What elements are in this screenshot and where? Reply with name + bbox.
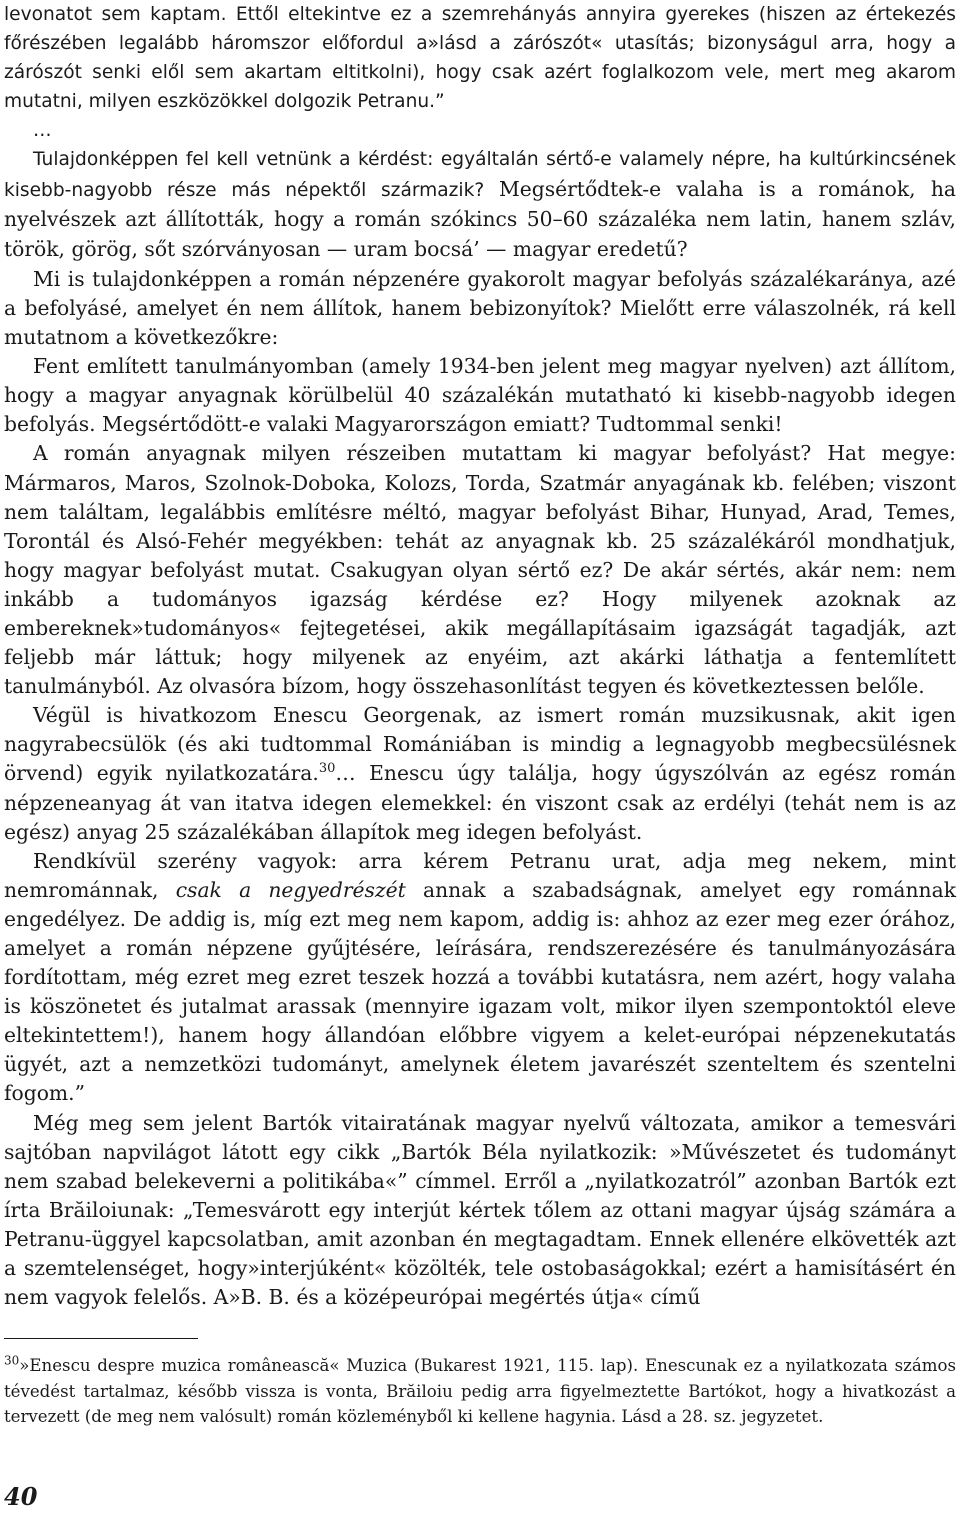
paragraph-5-text-b: … Enescu úgy találja, hogy úgyszólván az egész román népzeneanyag át van itatva idegen elemekkel: én viszont csak az erdélyi (tehát nem is az egész) anyag 25 százalékában állapítok meg idegen befolyást. [4,761,956,844]
footnote-text: »Enescu despre muzica românească« Muzica (Bukarest 1921, 115. lap). Enescunak ez a nyilatkozata számos tévedést tartalmaz, később vissza is vonta, Brăiloiu pedig arra figyelmeztette Bartókot, hogy a hivatkozást a tervezett (de meg nem valósult) román közleményből ki kellene hagynia. Lásd a 28. sz. jegyzetet. [4,1356,956,1427]
paragraph-5 [4,701,956,846]
quote-ellipsis: … [33,120,52,142]
paragraph-6-emphasis: csak a negyedrészét [175,877,406,902]
quote-paragraph-question [4,145,956,264]
footnote-30 [4,1353,956,1430]
paragraph-6-text-b: annak a szabadságnak, amelyet egy románnak engedélyez. De addig is, míg ezt meg nem kapom, addig is: ahhoz az ezer meg ezer órához, amelyet a román népzene gyűjtésére, leírására, rendszerezésére és tanulmányozására fordítottam, még ezret meg ezret teszek hozzá a további kutatásra, nem azért, hogy valaha is köszönetet és jutalmat arassak (mennyire igazam volt, mikor ilyen szempontoktól eleve eltekintettem!), hanem hogy állandóan előbbre vigyem a kelet-európai népzenekutatás ügyét, azt a nemzetközi tudományt, amelynek életem javarészét szenteltem és szentelni fogom.” [4,877,956,1106]
footnote-divider [4,1338,198,1339]
paragraph-5-text-a: Végül is hivatkozom Enescu Georgenak, az ismert román muzsikusnak, akit igen nagyrabecsülök (és aki tudtommal Romániában is mindig a legnagyobb megbecsülésnek örvend) egyik nyilatkozatára. [4,703,956,786]
paragraph-1-tail: Megsértődtek-e valaha is a románok, ha nyelvészek azt állították, hogy a román szókincs 50–60 százaléka nem latin, hanem szláv, török, görög, sőt szórványosan — uram bocsá’ — magyar eredetű? [4,176,956,261]
paragraph-6-text-a: Rendkívül szerény vagyok: arra kérem Petranu urat, adja meg nekem, mint nemrománnak, [4,848,956,902]
paragraph-2: Mi is tulajdonképpen a román népzenére gyakorolt magyar befolyás százalékaránya, azé a befolyásé, amelyet én nem állítok, hanem bebizonyítok? Mielőtt erre válaszolnék, rá kell mutatnom a következőkre: [4,266,956,350]
paragraph-6 [4,847,956,1109]
quoted-passage [4,0,956,265]
main-text [4,0,956,1312]
footnote-reference-30[interactable]: 30 [318,761,336,777]
paragraph-4: A román anyagnak milyen részeiben mutattam ki magyar befolyást? Hat megye: Mármaros, Maros, Szolnok-Doboka, Kolozs, Torda, Szatmár anyagának kb. felében; viszont nem találtam, legalábbis említésre méltó, magyar befolyást Bihar, Hunyad, Arad, Temes, Torontál és Alsó-Fehér megyékben: tehát az anyagnak kb. 25 százalékáról mondhatjuk, hogy magyar befolyást mutat. Csakugyan olyan sértő ez? De akár sértés, akár nem: nem inkább a tudományos igazság kérdése ez? Hogy milyenek azoknak az embereknek»tudományos« fejtegetései, akik megállapításaim igazságát tagadják, azt feljebb már láttuk; hogy milyenek az enyéim, azt akárki láthatja a fentemlített tanulmányból. Az olvasóra bízom, hogy összehasonlítást tegyen és következtessen belőle. [4,441,956,699]
quote-question-text: Tulajdonképpen fel kell vetnünk a kérdést: egyáltalán sértő-e valamely népre, ha kultúrkincsének kisebb-nagyobb része más népektől származik? [4,149,956,201]
quote-paragraph-continued: levonatot sem kaptam. Ettől eltekintve ez a szemrehányás annyira gyerekes (hiszen az értekezés főrészében legalább háromszor előfordul a»lásd a zárószót« utasítás; bizonyságul arra, hogy a zárószót senki elől sem akartam eltitkolni), hogy csak azért foglalkozom vele, mert meg akarom mutatni, milyen eszközökkel dolgozik Petranu.” [4,4,956,113]
footnote-number: 30 [4,1353,20,1368]
paragraph-3: Fent említett tanulmányomban (amely 1934-ben jelent meg magyar nyelven) azt állítom, hogy a magyar anyagnak körülbelül 40 százalékán mutatható ki kisebb-nagyobb idegen befolyás. Megsértődött-e valaki Magyarországon emiatt? Tudtommal senki! [4,354,956,437]
page-number: 40 [4,1482,38,1511]
paragraph-7: Még meg sem jelent Bartók vitairatának magyar nyelvű változata, amikor a temesvári sajtóban napvilágot látott egy cikk „Bartók Béla nyilatkozik: »Művészetet és tudományt nem szabad belekeverni a politikába«” címmel. Erről a „nyilatkozatról” azonban Bartók ezt írta Brăiloiunak: „Temesvárott egy interjút kértek tőlem az ottani magyar újság számára a Petranu-üggyel kapcsolatban, amit azonban én megtagadtam. Ennek ellenére elkövették azt a szemtelenséget, hogy»interjúként« közölték, tele ostobaságokkal; ezért a hamisításért én nem vagyok felelős. A»B. B. és a középeurópai megértés útja« című [4,1110,956,1310]
